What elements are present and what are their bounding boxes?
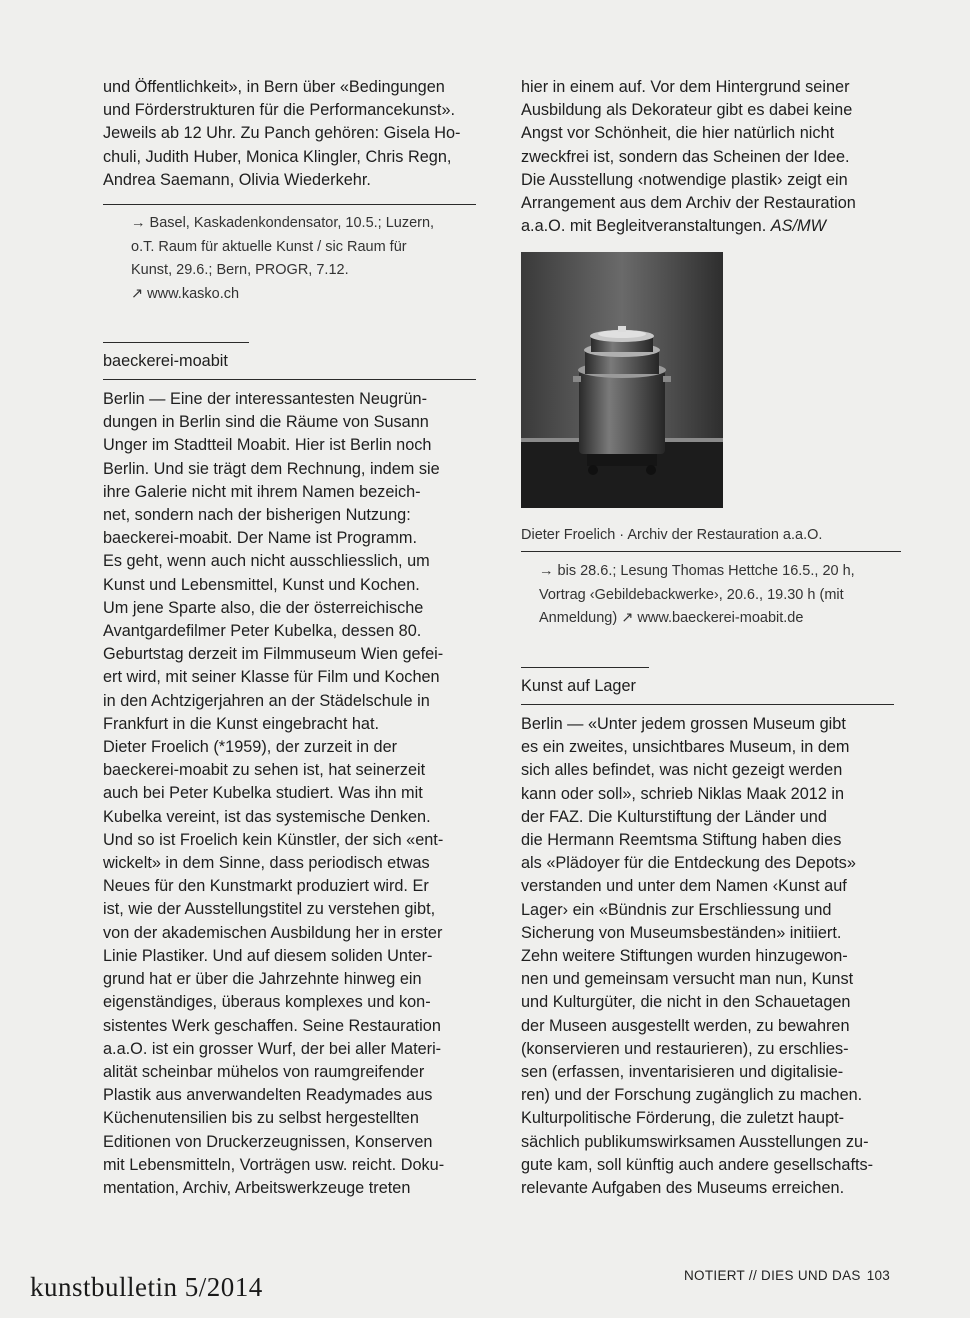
text-line: mentation, Archiv, Arbeitswerkzeuge treten — [103, 1178, 411, 1197]
text-line: Plastik aus anverwandelten Readymades aus — [103, 1086, 433, 1105]
text-line: chuli, Judith Huber, Monica Klingler, Chris Regn, — [103, 147, 452, 166]
text-line: hier in einem auf. Vor dem Hintergrund seiner — [521, 78, 850, 96]
right-body-text — [521, 713, 916, 1200]
divider — [521, 551, 901, 552]
kasko-link[interactable]: ↗ www.kasko.ch — [131, 285, 240, 302]
text-line: Avantgardefilmer Peter Kubelka, dessen 80. — [103, 622, 422, 641]
text-line: von der akademischen Ausbildung her in erster — [103, 923, 443, 942]
text-line: relevante Aufgaben des Museums erreichen. — [521, 1178, 845, 1197]
text-line: Jeweils ab 12 Uhr. Zu Panch gehören: Gisela Ho- — [103, 124, 461, 143]
page-footer — [684, 1268, 890, 1283]
text-line: als «Plädoyer für die Entdeckung des Depots» — [521, 854, 856, 873]
text-line: alität scheinbar mühelos von raumgreifender — [103, 1062, 425, 1081]
text-line: Unger im Stadtteil Moabit. Hier ist Berlin noch — [103, 436, 432, 455]
text-line: in den Achtzigerjahren an der Städelschule in — [103, 691, 430, 710]
text-line: Und so ist Froelich kein Künstler, der sich «ent- — [103, 830, 444, 849]
text-line: und Kulturgüter, die nicht in den Schauetagen — [521, 993, 851, 1012]
left-column — [103, 76, 483, 1200]
text-line: baeckerei-moabit. Der Name ist Programm. — [103, 529, 417, 548]
text-line: der Museen ausgestellt werden, zu bewahren — [521, 1016, 850, 1035]
text-line: Lager› ein «Bündnis zur Erschliessung und — [521, 900, 832, 919]
text-line: Kunst und Lebensmittel, Kunst und Kochen. — [103, 575, 420, 594]
author-initials: AS/MW — [770, 217, 826, 236]
left-event-info — [131, 212, 483, 306]
text-line: Um jene Sparte also, die der österreichische — [103, 598, 424, 617]
section-underline — [103, 379, 476, 380]
text-line: kann oder soll», schrieb Niklas Maak 2012 in — [521, 784, 845, 803]
text-line: der FAZ. Die Kulturstiftung der Länder und — [521, 807, 827, 826]
page-number: 103 — [866, 1268, 891, 1283]
section-title: baeckerei-moabit — [103, 352, 228, 371]
text-fragment: a.a.O. mit Begleitveranstaltungen. — [521, 217, 767, 236]
artwork-photo — [521, 252, 723, 508]
text-line: dungen in Berlin sind die Räume von Susann — [103, 413, 429, 432]
text-line: Sicherung von Museumsbeständen» initiiert. — [521, 923, 842, 942]
right-column — [521, 76, 916, 1200]
text-line: ist, wie der Ausstellungstitel zu verstehen gibt, — [103, 900, 436, 919]
text-line: Frankfurt in die Kunst eingebracht hat. — [103, 714, 380, 733]
text-line: baeckerei-moabit zu sehen ist, hat seinerzeit — [103, 761, 426, 780]
text-line: sich alles befindet, was nicht gezeigt werden — [521, 761, 843, 780]
text-line: grund hat er über die Jahrzehnte hinweg ein — [103, 970, 422, 989]
text-line: Geburtstag derzeit im Filmmuseum Wien gefei- — [103, 645, 444, 664]
info-line: → Basel, Kaskadenkondensator, 10.5.; Luzern, — [131, 215, 435, 232]
section-rule — [521, 667, 649, 668]
text-line: Kubelka vereint, ist das systemische Denken. — [103, 807, 431, 826]
right-intro-text — [521, 76, 916, 238]
text-line: ihre Galerie nicht mit ihrem Namen bezeich- — [103, 482, 421, 501]
text-line: die Hermann Reemtsma Stiftung haben dies — [521, 830, 842, 849]
text-line: und Förderstrukturen für die Performancekunst». — [103, 101, 456, 120]
section-rule — [103, 342, 249, 343]
text-line: Die Ausstellung ‹notwendige plastik› zeigt ein — [521, 170, 848, 189]
text-line: Kulturpolitische Förderung, die zuletzt haupt- — [521, 1109, 845, 1128]
text-line: Berlin. Und sie trägt dem Rechnung, indem sie — [103, 459, 440, 478]
text-line: Berlin — «Unter jedem grossen Museum gibt — [521, 714, 846, 733]
photo-caption: Dieter Froelich · Archiv der Restauration a.a.O. — [521, 527, 823, 544]
text-line: ert wird, mit seiner Klasse für Film und Kochen — [103, 668, 440, 687]
text-line: nen und gemeinsam versucht man nun, Kunst — [521, 970, 854, 989]
text-line: und Öffentlichkeit», in Bern über «Bedingungen — [103, 78, 445, 96]
text-line: mit Lebensmitteln, Vorträgen usw. reicht. Doku- — [103, 1155, 445, 1174]
text-line: ren) und der Forschung zugänglich zu machen. — [521, 1086, 863, 1105]
right-event-info — [539, 560, 916, 631]
text-line: Küchenutensilien bis zu selbst hergestellten — [103, 1109, 419, 1128]
text-line: Ausbildung als Dekorateur gibt es dabei keine — [521, 101, 853, 120]
text-line: sen (erfassen, inventarisieren und digitalisie- — [521, 1062, 844, 1081]
section-label: NOTIERT // DIES UND DAS — [684, 1268, 861, 1283]
left-intro-text — [103, 76, 483, 192]
text-line: Editionen von Druckerzeugnissen, Konserven — [103, 1132, 433, 1151]
text-line — [521, 215, 916, 238]
text-line: sächlich publikumswirksamen Ausstellungen zu- — [521, 1132, 869, 1151]
text-line: Es geht, wenn auch nicht ausschliesslich, um — [103, 552, 430, 571]
info-line: Vortrag ‹Gebildebackwerke›, 20.6., 19.30 h (mit — [539, 586, 844, 603]
text-line: Linie Plastiker. Und auf diesem soliden Unter- — [103, 946, 433, 965]
info-line: → bis 28.6.; Lesung Thomas Hettche 16.5., 20 h, — [539, 563, 855, 580]
text-line: Zehn weitere Stiftungen wurden hinzugewon- — [521, 946, 848, 965]
text-line: auch bei Peter Kubelka studiert. Was ihn mit — [103, 784, 423, 803]
section-header-kunst-auf-lager — [521, 667, 916, 705]
section-underline — [521, 704, 894, 705]
stacked-pots-image — [521, 252, 723, 508]
text-line: Berlin — Eine der interessantesten Neugrün- — [103, 390, 427, 409]
info-line: o.T. Raum für aktuelle Kunst / sic Raum für — [131, 238, 407, 255]
text-line: net, sondern nach der bisherigen Nutzung: — [103, 506, 411, 525]
text-line: Andrea Saemann, Olivia Wiederkehr. — [103, 170, 371, 189]
text-line: a.a.O. ist ein grosser Wurf, der bei aller Materi- — [103, 1039, 442, 1058]
text-line: Dieter Froelich (*1959), der zurzeit in der — [103, 738, 398, 757]
text-line: (konservieren und restaurieren), zu erschlies- — [521, 1039, 849, 1058]
section-title: Kunst auf Lager — [521, 676, 636, 695]
text-line: es ein zweites, unsichtbares Museum, in dem — [521, 738, 850, 757]
divider — [103, 204, 476, 205]
baeckerei-link[interactable]: Anmeldung) ↗ www.baeckerei-moabit.de — [539, 610, 804, 627]
section-header-baeckerei — [103, 342, 483, 380]
text-line: zweckfrei ist, sondern das Scheinen der Idee. — [521, 147, 850, 166]
left-body-text — [103, 388, 483, 1200]
text-line: verstanden und unter dem Namen ‹Kunst auf — [521, 877, 847, 896]
text-line: wickelt» in dem Sinne, dass periodisch etwas — [103, 854, 430, 873]
text-line: Angst vor Schönheit, die hier natürlich nicht — [521, 124, 835, 143]
text-line: gute kam, soll künftig auch andere gesellschafts- — [521, 1155, 874, 1174]
text-line: Arrangement aus dem Archiv der Restauration — [521, 194, 856, 213]
magazine-title: kunstbulletin 5/2014 — [30, 1272, 263, 1302]
text-line: eigenständiges, überaus komplexes und kon- — [103, 993, 431, 1012]
info-line: Kunst, 29.6.; Bern, PROGR, 7.12. — [131, 262, 349, 279]
text-line: Neues für den Kunstmarkt produziert wird. Er — [103, 877, 429, 896]
text-line: sistentes Werk geschaffen. Seine Restauration — [103, 1016, 441, 1035]
